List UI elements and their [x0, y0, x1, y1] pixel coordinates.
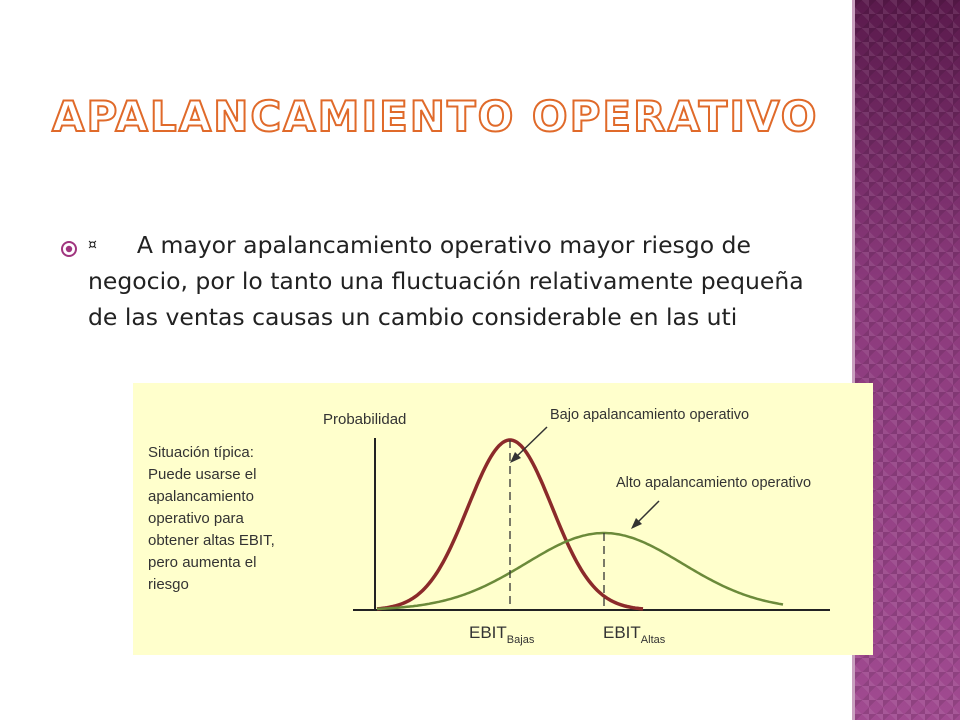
label-high-leverage: Alto apalancamiento operativo: [616, 475, 812, 491]
note-line: apalancamiento: [148, 488, 254, 505]
note-line: Situación típica:: [148, 444, 254, 461]
bullet-paragraph: [88, 227, 808, 335]
ebit-low-label: [469, 623, 535, 646]
bullet-text: A mayor apalancamiento operativo mayor riesgo de negocio, por lo tanto una fluctuación relativamente pequeña de las ventas causas un cambio considerable en las uti: [88, 231, 804, 331]
ebit-high-label: [603, 623, 666, 646]
ebit-low-sub: Bajas: [506, 634, 535, 646]
note-line: Puede usarse el: [148, 466, 257, 483]
bullet-target-icon: [60, 240, 78, 258]
ebit-high-main: EBIT: [603, 623, 641, 642]
leverage-diagram: [133, 383, 873, 655]
note-line: riesgo: [148, 576, 189, 593]
note-text: [148, 444, 275, 593]
leverage-diagram-svg: [133, 383, 873, 655]
label-low-leverage: Bajo apalancamiento operativo: [550, 407, 750, 423]
note-line: obtener altas EBIT,: [148, 532, 275, 549]
y-axis-label: Probabilidad: [323, 411, 407, 428]
bullet-marker: ¤: [88, 237, 97, 253]
ebit-high-sub: Altas: [640, 634, 666, 646]
ebit-low-main: EBIT: [469, 623, 507, 642]
slide-title: APALANCAMIENTO OPERATIVO: [52, 92, 819, 141]
note-line: pero aumenta el: [148, 554, 257, 571]
note-line: operativo para: [148, 510, 244, 527]
